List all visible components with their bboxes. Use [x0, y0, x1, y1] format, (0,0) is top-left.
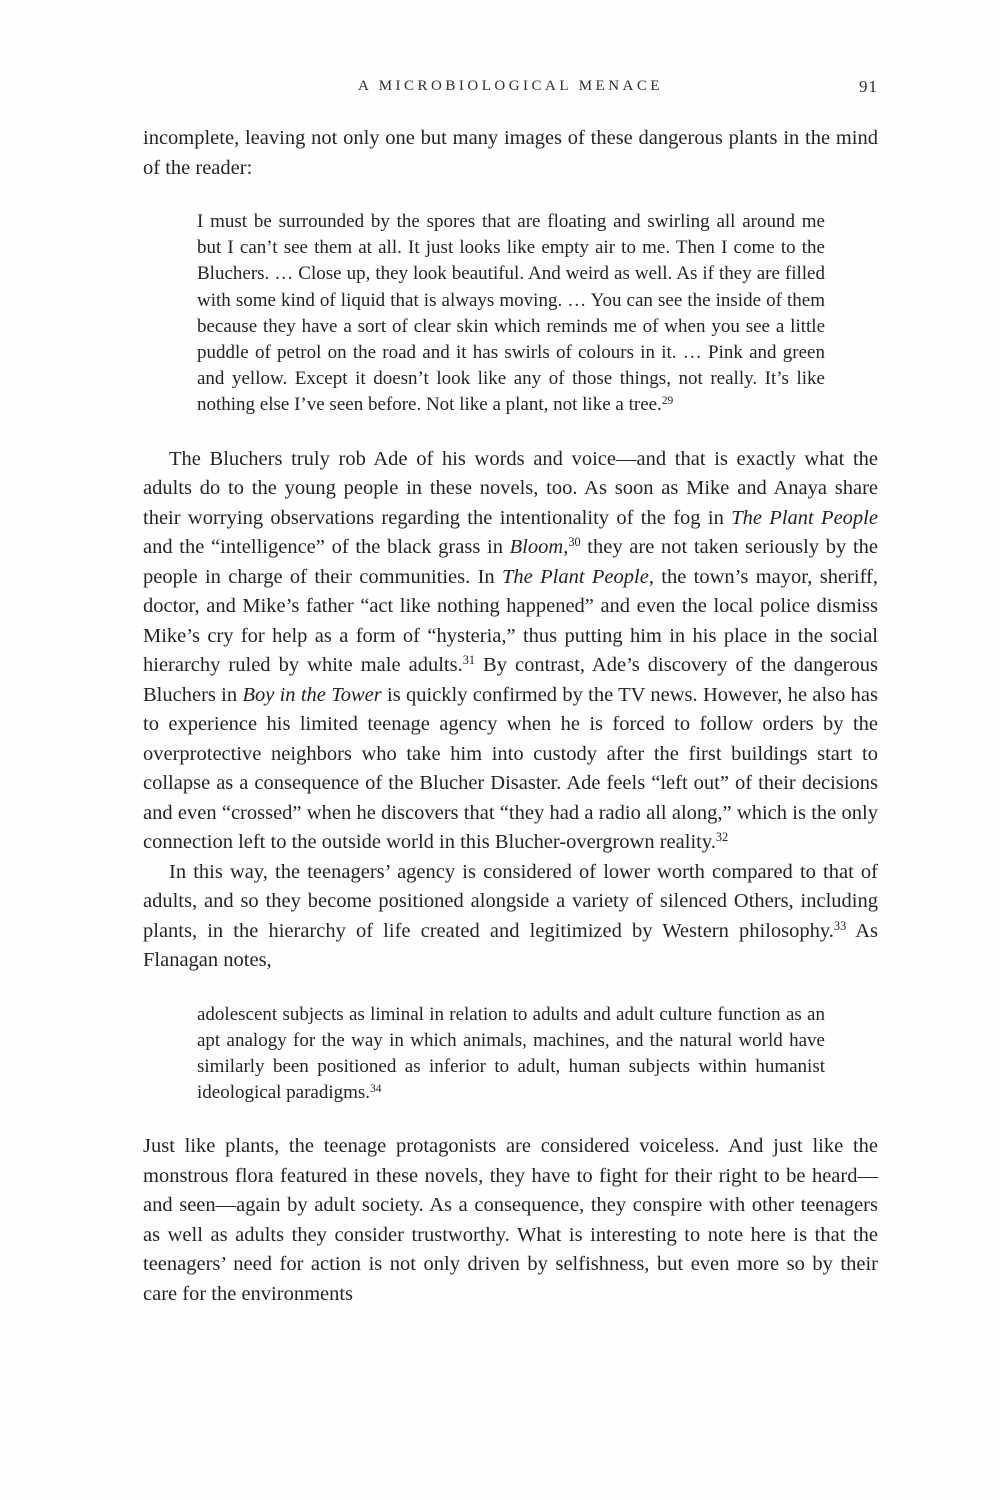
book-title-italic: Boy in the Tower: [242, 683, 382, 706]
text-run: I must be surrounded by the spores that are floating and swirling all around me but I can’t see them at all. It just looks like empty air to me. Then I come to the Bluchers. … Close up, they look beautiful. And weird as well. As if they are filled with some kind of liquid that is always moving. … You can see the inside of them because they have a sort of clear skin which reminds me of when you see a little puddle of petrol on the road and it has swirls of colours in it. … Pink and green and yellow. Except it doesn’t look like any of those things, not really. It’s like nothing else I’ve seen before. Not like a plant, not like a tree.: [197, 211, 825, 416]
body-paragraph: [143, 124, 878, 183]
book-title-italic: The Plant People: [731, 506, 878, 529]
footnote-reference: 30: [568, 535, 581, 550]
text-run: In this way, the teenagers’ agency is considered of lower worth compared to that of adults, and so they become positioned alongside a variety of silenced Others, including plants, in the hierarchy of life created and legitimized by Western philosophy.: [143, 860, 878, 942]
text-run: By contrast, Ade’s discovery of the dangerous Bluchers in: [143, 654, 878, 706]
block-quote: [197, 209, 825, 419]
running-head: [143, 78, 878, 100]
text-run: ,: [563, 536, 569, 559]
text-run: Just like plants, the teenage protagonists are considered voiceless. And just like the monstrous flora featured in these novels, they have to fight for their right to be heard—and seen—again by adult society. As a consequence, they conspire with other teenagers as well as adults they consider trustworthy. What is interesting to note here is that the teenagers’ need for action is not only driven by selfishness, but even more so by their care for the environments: [143, 1135, 878, 1305]
footnote-reference: 29: [661, 395, 674, 408]
text-run: they are not taken seriously by the people in charge of their communities. In: [143, 536, 878, 588]
block-quote: [197, 1002, 825, 1107]
text-run: incomplete, leaving not only one but many images of these dangerous plants in the mind of the reader:: [143, 127, 878, 179]
running-header-title: A MICROBIOLOGICAL MENACE: [357, 78, 664, 94]
book-title-italic: The Plant People: [502, 565, 649, 588]
text-run: and the “intelligence” of the black grass in: [143, 536, 510, 559]
body-paragraph: [143, 445, 878, 858]
footnote-reference: 31: [462, 653, 475, 668]
text-run: The Bluchers truly rob Ade of his words and voice—and that is exactly what the adults do to the young people in these novels, too. As soon as Mike and Anaya share their worrying observations regarding the intentionality of the fog in: [143, 447, 878, 529]
footnote-reference: 33: [833, 918, 847, 933]
page-number: 91: [859, 77, 878, 96]
page-content: [143, 124, 878, 1309]
body-paragraph: [143, 1132, 878, 1309]
text-run: , the town’s mayor, sheriff, doctor, and Mike’s father “act like nothing happened” and even the local police dismiss Mike’s cry for help as a form of “hysteria,” thus putting him in his place in the social hierarchy ruled by white male adults.: [143, 565, 878, 677]
text-run: is quickly confirmed by the TV news. However, he also has to experience his limited teenage agency when he is forced to follow orders by the overprotective neighbors who take him into custody after the first buildings start to collapse as a consequence of the Blucher Disaster. Ade feels “left out” of their decisions and even “crossed” when he discovers that “they had a radio all along,” which is the only connection left to the outside world in this Blucher-overgrown reality.: [143, 683, 878, 854]
text-run: As Flanagan notes,: [143, 919, 878, 972]
text-run: adolescent subjects as liminal in relation to adults and adult culture function as an apt analogy for the way in which animals, machines, and the natural world have similarly been positioned as inferior to adult, human subjects within humanist ideological paradigms.: [197, 1003, 825, 1104]
footnote-reference: 32: [715, 830, 729, 845]
body-paragraph: [143, 858, 878, 976]
footnote-reference: 34: [370, 1082, 382, 1095]
book-title-italic: Bloom: [509, 536, 564, 559]
